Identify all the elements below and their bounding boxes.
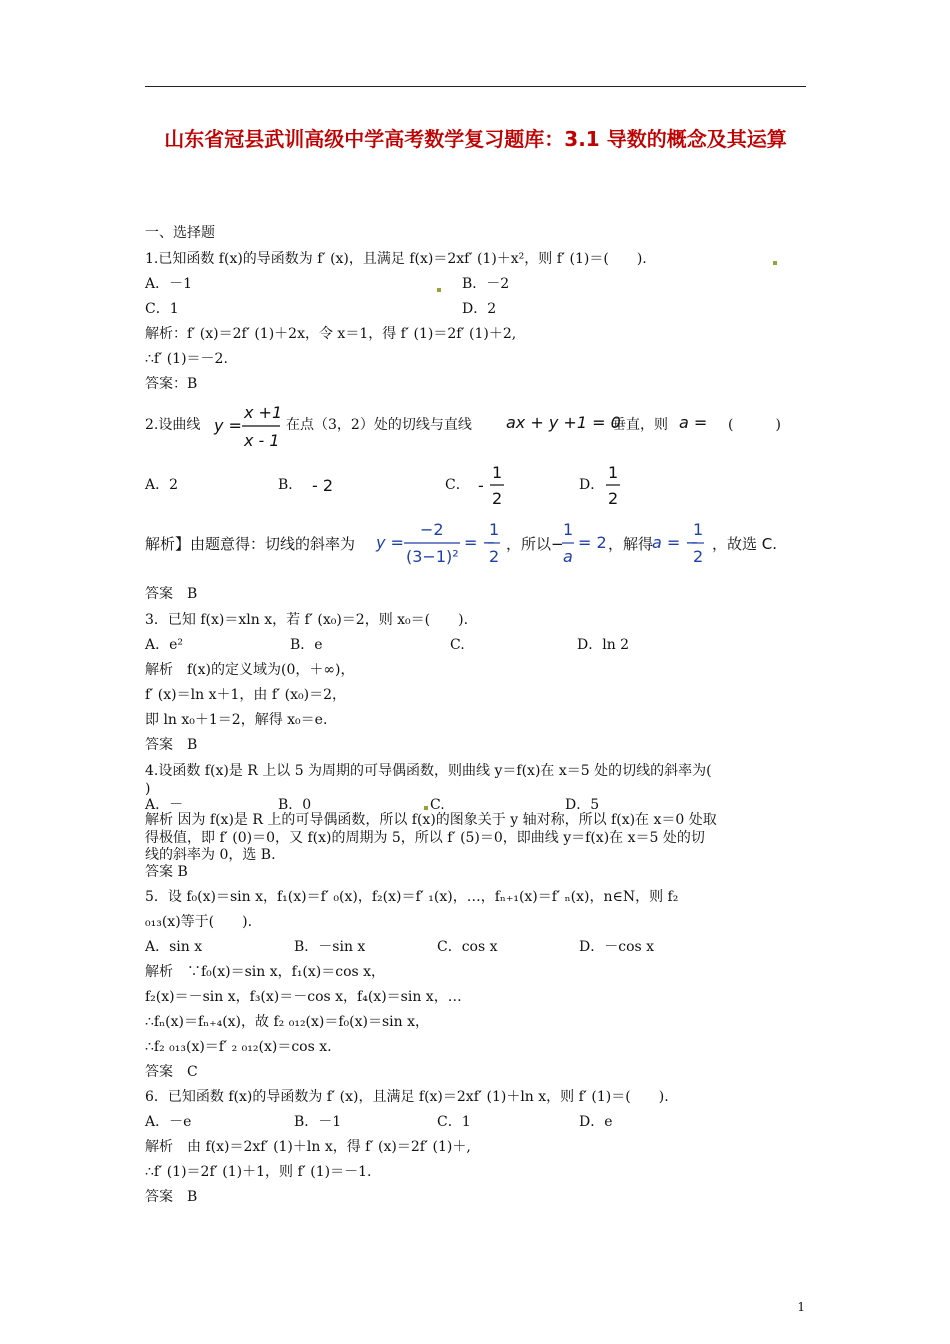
q2-solution-f4 [650, 516, 712, 572]
q3-option-b: B．e [290, 637, 323, 653]
stray-mark [773, 261, 777, 265]
q2-stem-suffix: 垂直，则 [612, 417, 668, 433]
q5-option-c: C．cos x [437, 939, 498, 955]
q2-option-c-denominator: 2 [492, 489, 503, 508]
q4-option-b: B．0 [278, 797, 312, 813]
q2-option-c-numerator: 1 [492, 463, 503, 482]
q2-option-a: A．2 [145, 477, 179, 493]
q2-option-d-fraction [604, 460, 624, 510]
q2-solution-f3-num: 1 [563, 520, 574, 539]
q2-solution-middle2: ，解得 [608, 535, 654, 553]
q2-curve-denominator: x - 1 [244, 431, 280, 450]
q2-curve-y: y = [214, 416, 242, 435]
q3-stem: 3．已知 f(x)＝xln x，若 f′ (x₀)＝2，则 x₀＝( ). [145, 612, 469, 628]
q1-option-c: C．1 [145, 301, 179, 317]
q2-a-equals [679, 410, 719, 436]
q3-solution-line: f′ (x)＝ln x＋1，由 f′ (x₀)＝2， [145, 687, 346, 703]
q5-option-b: B．－sin x [294, 939, 366, 955]
q6-option-c: C．1 [437, 1114, 471, 1130]
q2-line-equation-text: ax + y +1 = 0 [506, 413, 621, 432]
q2-option-c-sign: - [478, 476, 484, 495]
q2-option-d-denominator: 2 [608, 489, 619, 508]
q1-solution-line: 解析：f′ (x)＝2f′ (1)＋2x，令 x＝1，得 f′ (1)＝2f′ (1)＋2, [145, 326, 517, 342]
q2-curve-equation [212, 398, 282, 454]
q2-answer: 答案 B [145, 586, 198, 602]
q2-solution-f1-num: −2 [420, 520, 444, 539]
q6-option-d: D．e [579, 1114, 613, 1130]
q4-stem-continued: ) [145, 781, 151, 797]
q2-stem-prefix: 2.设曲线 [145, 417, 201, 433]
q5-solution-line: ∴f₂ ₀₁₃(x)＝f′ ₂ ₀₁₂(x)＝cos x. [145, 1039, 332, 1055]
q3-option-a: A．e² [145, 637, 184, 653]
q4-stem: 4.设函数 f(x)是 R 上以 5 为周期的可导偶函数，则曲线 y＝f(x)在 x＝5 处的切线的斜率为( [145, 763, 712, 779]
header-rule [145, 86, 806, 87]
q6-solution-line: 解析 由 f(x)＝2xf′ (1)＋ln x，得 f′ (x)＝2f′ (1)＋, [145, 1139, 471, 1155]
q2-option-d-numerator: 1 [608, 463, 619, 482]
q4-solution-line: 解析 因为 f(x)是 R 上的可导偶函数，所以 f(x)的图象关于 y 轴对称，所以 f(x)在 x＝0 处取 [145, 812, 717, 828]
q1-option-b: B．－2 [462, 276, 510, 292]
q3-solution-line: 解析 f(x)的定义域为(0，＋∞)， [145, 662, 355, 678]
q2-solution-end: ，故选 C. [712, 535, 778, 553]
q2-solution-f3 [560, 516, 608, 572]
q1-stem: 1.已知函数 f(x)的导函数为 f′ (x)，且满足 f(x)＝2xf′ (1)＋x²，则 f′ (1)＝( ). [145, 251, 647, 267]
q2-option-b-value [312, 474, 342, 498]
q5-solution-line: f₂(x)＝－sin x，f₃(x)＝－cos x，f₄(x)＝sin x，… [145, 989, 462, 1005]
q2-option-c-label: C． [445, 477, 470, 493]
q6-stem: 6．已知函数 f(x)的导函数为 f′ (x)，且满足 f(x)＝2xf′ (1)＋ln x，则 f′ (1)＝( ). [145, 1089, 669, 1105]
q2-solution-prefix: 解析】由题意得：切线的斜率为 [145, 535, 356, 553]
q1-option-d: D．2 [462, 301, 497, 317]
q5-solution-line: ∴fₙ(x)＝fₙ₊₄(x)，故 f₂ ₀₁₂(x)＝f₀(x)＝sin x， [145, 1014, 430, 1030]
q2-stem-middle: 在点（3，2）处的切线与直线 [286, 417, 472, 433]
q2-curve-numerator: x +1 [244, 403, 283, 422]
q2-option-b-text: - 2 [312, 476, 334, 495]
q4-solution-line: 线的斜率为 0，选 B. [145, 847, 276, 863]
q1-option-a: A．－1 [145, 276, 193, 292]
q2-line-equation [506, 410, 621, 436]
q5-stem: 5．设 f₀(x)＝sin x，f₁(x)＝f′ ₀(x)，f₂(x)＝f′ ₁(x)，…，fₙ₊₁(x)＝f′ ₙ(x)，n∈N，则 f₂ [145, 889, 679, 905]
q3-answer: 答案 B [145, 737, 198, 753]
q2-option-c-fraction [478, 460, 508, 510]
q2-solution-a: a = − [652, 533, 699, 552]
q5-option-a: A．sin x [145, 939, 203, 955]
q3-option-c: C. [450, 637, 465, 653]
q2-solution-f4-num: 1 [693, 520, 704, 539]
stray-mark [437, 288, 441, 292]
page-number: 1 [797, 1300, 805, 1314]
q2-solution-f2-den: 2 [489, 547, 500, 566]
q4-option-d: D．5 [565, 797, 600, 813]
q2-solution-f4-den: 2 [693, 547, 704, 566]
q4-solution-line: 得极值，即 f′ (0)＝0，又 f(x)的周期为 5，所以 f′ (5)＝0，即曲线 y＝f(x)在 x＝5 处的切 [145, 830, 705, 846]
q1-answer: 答案：B [145, 376, 198, 392]
stray-mark [424, 806, 428, 810]
q2-a-equals-text: a = [679, 413, 708, 432]
q2-solution-f3-den: a [563, 547, 573, 566]
q6-option-a: A．－e [145, 1114, 192, 1130]
q1-solution-line: ∴f′ (1)＝－2. [145, 351, 228, 367]
q2-solution-f2-num: 1 [489, 520, 500, 539]
q6-solution-line: ∴f′ (1)＝2f′ (1)＋1，则 f′ (1)＝－1. [145, 1164, 372, 1180]
q2-solution-middle: ，所以− [506, 535, 564, 553]
q2-option-d-label: D． [579, 477, 605, 493]
q2-answer-paren: ( ) [728, 417, 781, 433]
q3-option-d: D．ln 2 [577, 637, 630, 653]
q5-stem-continued: ₀₁₃(x)等于( ). [145, 914, 253, 930]
q3-solution-line: 即 ln x₀＋1＝2，解得 x₀＝e. [145, 712, 328, 728]
q4-option-a: A．－ [145, 797, 184, 813]
q2-option-b-label: B． [278, 477, 303, 493]
q2-solution-eq3: = 2 [578, 533, 607, 552]
q2-solution-eq2: = − [464, 533, 496, 552]
q6-answer: 答案 B [145, 1189, 198, 1205]
q4-answer: 答案 B [145, 864, 188, 880]
q5-solution-line: 解析 ∵f₀(x)＝sin x，f₁(x)＝cos x， [145, 964, 386, 980]
q6-option-b: B．－1 [294, 1114, 342, 1130]
q5-option-d: D．－cos x [579, 939, 655, 955]
section-heading: 一、选择题 [145, 225, 215, 241]
q2-solution-y: y = [376, 533, 404, 552]
document-title: 山东省冠县武训高级中学高考数学复习题库：3.1 导数的概念及其运算 [164, 127, 787, 151]
q5-answer: 答案 C [145, 1064, 198, 1080]
q4-option-c: C. [430, 797, 445, 813]
q2-solution-f1-den: (3−1)² [406, 547, 459, 566]
